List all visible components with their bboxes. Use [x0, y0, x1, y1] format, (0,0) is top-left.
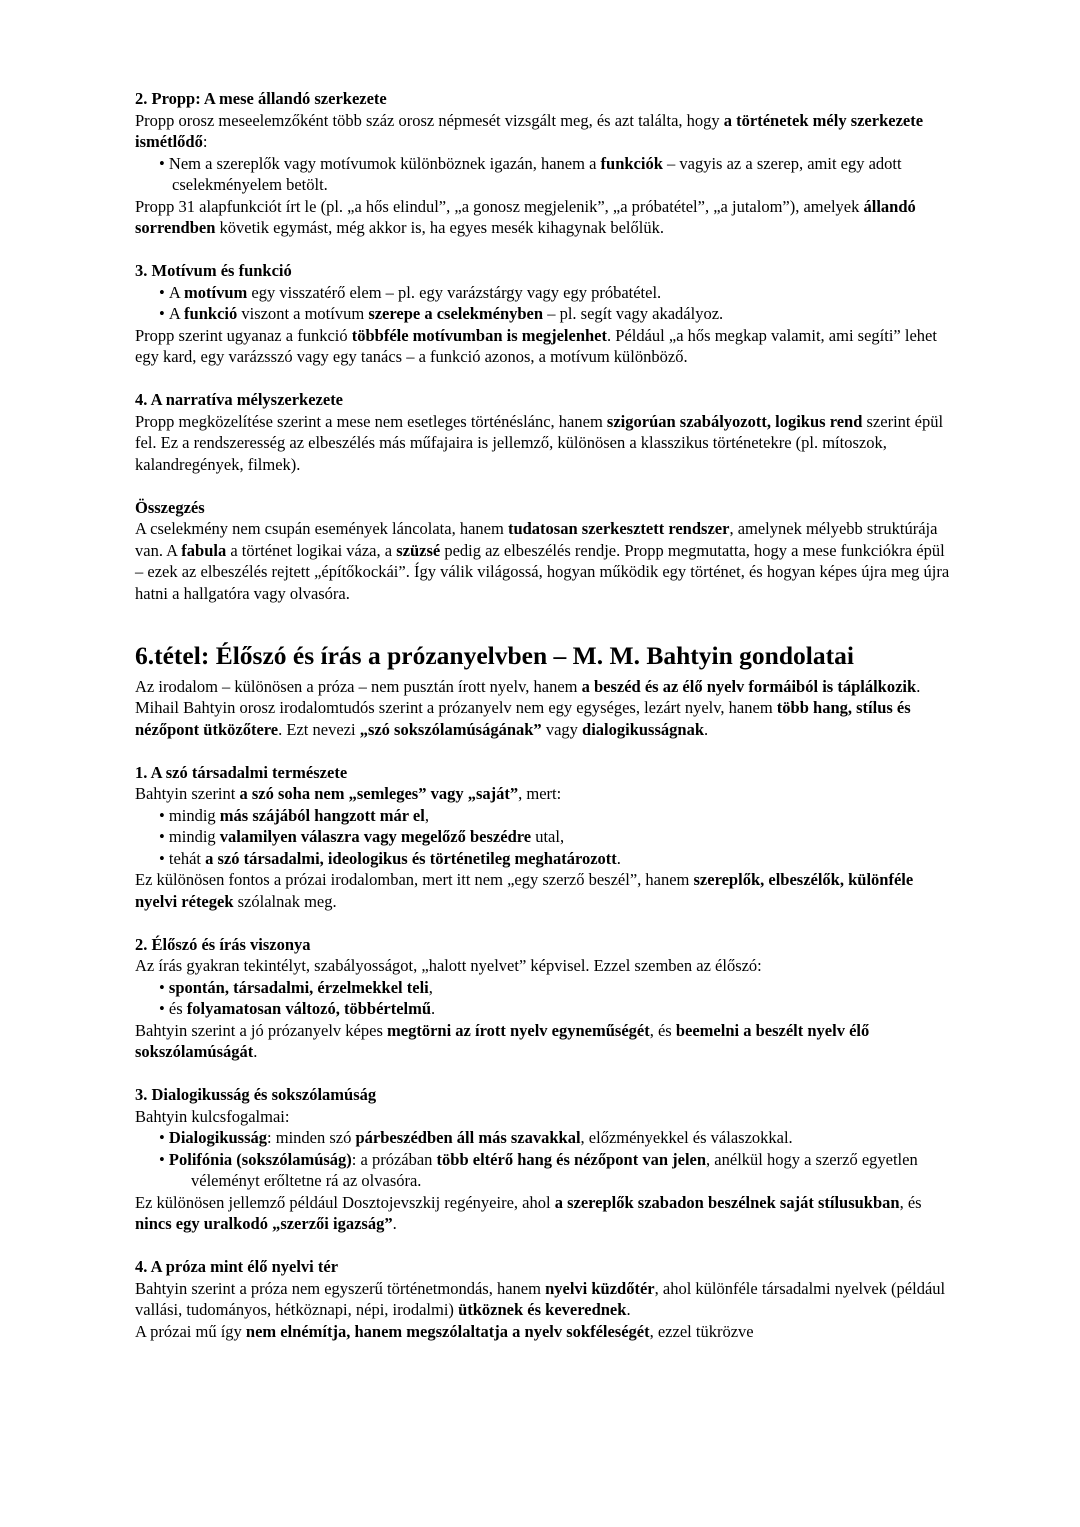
paragraph [135, 196, 954, 239]
bullet-item [135, 1127, 954, 1149]
text-run: Ez különösen jellemző például Dosztojevszkij regényeire, ahol [135, 1192, 555, 1212]
text-run-bold: párbeszédben áll más szavakkal [355, 1128, 581, 1147]
text-run: Propp 31 alapfunkciót írt le (pl. „a hős elindul”, „a gonosz megjelenik”, „a próbatétel”, „a jutalom”), amelyek [135, 196, 864, 216]
text-run-bold: szereplők, elbeszélők, különféle nyelvi rétegek [135, 870, 914, 911]
paragraph [135, 783, 954, 805]
text-run: , amelynek mélyebb struktúrája van. A [135, 519, 938, 560]
text-run: pedig az elbeszélés rendje. Propp megmutatta, hogy a mese funkciókra épül – ezek az elbeszélés rejtett „építőkockái”. Így válik világossá, hogyan működik egy történet, és hogyan képes újra meg újra hatni a hallgatóra vagy olvasóra. [135, 540, 950, 603]
text-run: . Például „a hős megkap valamit, ami segíti” lehet egy kard, egy varázsszó vagy egy tanács – a funkció azonos, a motívum különböző. [135, 325, 937, 366]
text-run-bold: szerepe a cselekményben [368, 304, 544, 323]
text-run: 3. Motívum és funkció [135, 261, 292, 280]
text-run: 6.tétel: Élőszó és írás a prózanyelvben – M. M. Bahtyin gondolatai [135, 641, 854, 670]
text-run: . [626, 1300, 631, 1319]
paragraph [135, 1192, 954, 1235]
text-run: Ez különösen fontos a prózai irodalomban, mert itt nem „egy szerző beszél”, hanem [135, 870, 694, 889]
text-run-bold: nyelvi küzdőtér [545, 1278, 655, 1298]
text-run-bold: dialogikusságnak [582, 719, 704, 739]
text-run-bold: más szájából hangzott már el [219, 805, 425, 825]
text-run: , ahol különféle társadalmi nyelvek (például vallási, tudományos, hétköznapi, népi, irodalmi) [135, 1278, 946, 1319]
paragraph [135, 411, 954, 476]
text-run: 3. Dialogikusság és sokszólamúság [135, 1085, 377, 1104]
bullet-item [135, 977, 954, 999]
text-run-bold: „szó sokszólamúságának” [359, 719, 542, 739]
text-run-bold: fabula [181, 540, 227, 560]
text-run: Bahtyin kulcsfogalmai: [135, 1106, 290, 1126]
section-heading [135, 934, 954, 956]
bullet-item [135, 282, 954, 304]
bullet-marker-icon: • [159, 827, 169, 846]
paragraph [135, 676, 954, 741]
bullet-marker-icon: • [159, 282, 169, 302]
text-run-bold: Polifónia (sokszólamúság) [168, 1149, 352, 1169]
text-run-bold: Dialogikusság [168, 1128, 268, 1147]
bullet-marker-icon: • [159, 977, 169, 997]
text-run-bold: valamilyen válaszra vagy megelőző beszédre [219, 827, 532, 846]
text-run-bold: a szó társadalmi, ideologikus és történetileg meghatározott [205, 848, 617, 868]
text-run: , ezzel tükrözve [649, 1321, 754, 1341]
text-run: 1. A szó társadalmi természete [135, 762, 348, 782]
section-heading [135, 88, 954, 110]
text-run-bold: funkciók [600, 153, 663, 173]
paragraph [135, 1278, 954, 1321]
paragraph [135, 1020, 954, 1063]
section-heading [135, 260, 954, 282]
text-run: , anélkül hogy a szerző egyetlen véleményt erőltetne rá az olvasóra. [191, 1149, 918, 1190]
text-run: Bahtyin szerint a jó prózanyelv képes [135, 1020, 388, 1040]
text-run-bold: motívum [184, 282, 248, 302]
text-run: Bahtyin szerint a próza nem egyszerű történetmondás, hanem [135, 1278, 546, 1298]
text-run-bold: a szó soha nem „semleges” vagy „saját” [239, 784, 519, 803]
text-run: 4. A narratíva mélyszerkezete [135, 390, 344, 409]
text-run: utal, [531, 827, 565, 846]
text-run: viszont a motívum [237, 304, 369, 323]
bullet-item [135, 153, 954, 196]
section-heading [135, 497, 954, 519]
text-run: vagy [541, 719, 583, 739]
section-heading [135, 389, 954, 411]
text-run-bold: folyamatosan változó, többértelmű [186, 999, 432, 1018]
text-run: 2. Élőszó és írás viszonya [135, 934, 311, 954]
text-run: Bahtyin szerint [135, 784, 240, 803]
text-run: Az írás gyakran tekintélyt, szabályosságot, „halott nyelvet” képvisel. Ezzel szemben az élőszó: [135, 956, 762, 975]
text-run: , mert: [518, 784, 562, 803]
text-run-bold: spontán, társadalmi, érzelmekkel teli [168, 977, 429, 997]
text-run: egy visszatérő elem – pl. egy varázstárgy vagy egy próbatétel. [247, 282, 662, 302]
text-run: Nem a szereplők vagy motívumok különböznek igazán, hanem a [168, 153, 601, 173]
bullet-item [135, 1149, 954, 1192]
document-body [135, 88, 954, 1342]
text-run: A cselekmény nem csupán események láncolata, hanem [135, 519, 508, 538]
bullet-item [135, 805, 954, 827]
section-heading [135, 1084, 954, 1106]
text-run: . [616, 848, 621, 868]
text-run: . Mihail Bahtyin orosz irodalomtudós szerint a prózanyelv nem egy egységes, lezárt nyelv, hanem [135, 676, 921, 717]
text-run-bold: állandó sorrendben [135, 196, 916, 237]
text-run: . [392, 1214, 397, 1233]
section-heading [135, 1256, 954, 1278]
bullet-marker-icon: • [159, 1128, 169, 1147]
section-title [135, 640, 954, 673]
text-run: – vagyis az a szerep, amit egy adott cselekményelem betölt. [172, 153, 902, 194]
text-run: 4. A próza mint élő nyelvi tér [135, 1257, 339, 1276]
text-run-bold: szigorúan szabályozott, logikus rend [606, 411, 863, 431]
text-run: . [253, 1042, 258, 1061]
paragraph [135, 955, 954, 977]
text-run-bold: tudatosan szerkesztett rendszer [507, 519, 730, 538]
paragraph [135, 1106, 954, 1128]
text-run: mindig [168, 805, 220, 825]
text-run: – pl. segít vagy akadályoz. [543, 304, 724, 323]
text-run-bold: beemelni a beszélt nyelv élő sokszólamúságát [135, 1020, 870, 1061]
bullet-marker-icon: • [159, 304, 169, 323]
text-run-bold: több hang, stílus és nézőpont ütközőtere [135, 698, 911, 739]
text-run-bold: nincs egy uralkodó „szerzői igazság” [135, 1214, 393, 1233]
text-run-bold: szüzsé [396, 540, 441, 560]
paragraph [135, 869, 954, 912]
text-run: : a prózában [351, 1149, 437, 1169]
text-run-bold: a történetek mély szerkezete ismétlődő [135, 110, 924, 151]
bullet-marker-icon: • [159, 1149, 169, 1169]
paragraph [135, 518, 954, 604]
text-run-bold: a szereplők szabadon beszélnek saját stílusukban [554, 1192, 900, 1212]
text-run-bold: megtörni az írott nyelv egyneműségét [387, 1020, 650, 1040]
text-run-bold: a beszéd és az élő nyelv formáiból is táplálkozik [581, 676, 917, 696]
bullet-marker-icon: • [159, 153, 169, 173]
bullet-item [135, 826, 954, 848]
text-run: Az irodalom – különösen a próza – nem pusztán írott nyelv, hanem [135, 676, 582, 696]
text-run: . [704, 719, 709, 739]
text-run: szólalnak meg. [233, 891, 337, 911]
text-run: . [431, 999, 436, 1018]
text-run: követik egymást, még akkor is, ha egyes mesék kihagynak belőlük. [215, 218, 664, 237]
section-heading [135, 762, 954, 784]
paragraph [135, 1321, 954, 1343]
text-run: Összegzés [135, 497, 205, 517]
text-run-bold: többféle motívumban is megjelenhet [351, 325, 608, 345]
text-run: , és [649, 1020, 676, 1040]
text-run: A prózai mű így [135, 1321, 246, 1341]
text-run-bold: ütköznek és keverednek [458, 1300, 627, 1319]
text-run: , és [899, 1192, 922, 1212]
text-run: : minden szó [267, 1128, 356, 1147]
text-run: tehát [168, 848, 206, 868]
text-run-bold: több eltérő hang és nézőpont van jelen [436, 1149, 707, 1169]
text-run: Propp megközelítése szerint a mese nem esetleges történéslánc, hanem [135, 411, 607, 431]
text-run: mindig [168, 827, 220, 846]
text-run: A [168, 304, 185, 323]
text-run: Propp orosz meseelemzőként több száz orosz népmesét vizsgált meg, és azt találta, hogy [135, 110, 724, 130]
text-run: . Ezt nevezi [278, 719, 360, 739]
text-run: , [424, 805, 429, 825]
text-run: és [168, 999, 187, 1018]
bullet-item [135, 848, 954, 870]
text-run: , előzményekkel és válaszokkal. [580, 1128, 793, 1147]
paragraph [135, 325, 954, 368]
bullet-item [135, 303, 954, 325]
text-run: , [428, 977, 433, 997]
text-run: a történet logikai váza, a [226, 540, 397, 560]
text-run-bold: funkció [184, 304, 238, 323]
text-run: : [202, 132, 208, 151]
text-run: szerint épül fel. Ez a rendszeresség az elbeszélés más műfajaira is jellemző, különösen a klasszikus történetekre (pl. mítoszok, kalandregények, filmek). [135, 411, 944, 474]
paragraph [135, 110, 954, 153]
text-run-bold: nem elnémítja, hanem megszólaltatja a nyelv sokféleségét [245, 1321, 650, 1341]
bullet-marker-icon: • [159, 999, 169, 1018]
bullet-marker-icon: • [159, 805, 169, 825]
text-run: A [168, 282, 185, 302]
text-run: Propp szerint ugyanaz a funkció [135, 325, 352, 345]
bullet-item [135, 998, 954, 1020]
bullet-marker-icon: • [159, 848, 169, 868]
text-run: 2. Propp: A mese állandó szerkezete [135, 89, 387, 108]
